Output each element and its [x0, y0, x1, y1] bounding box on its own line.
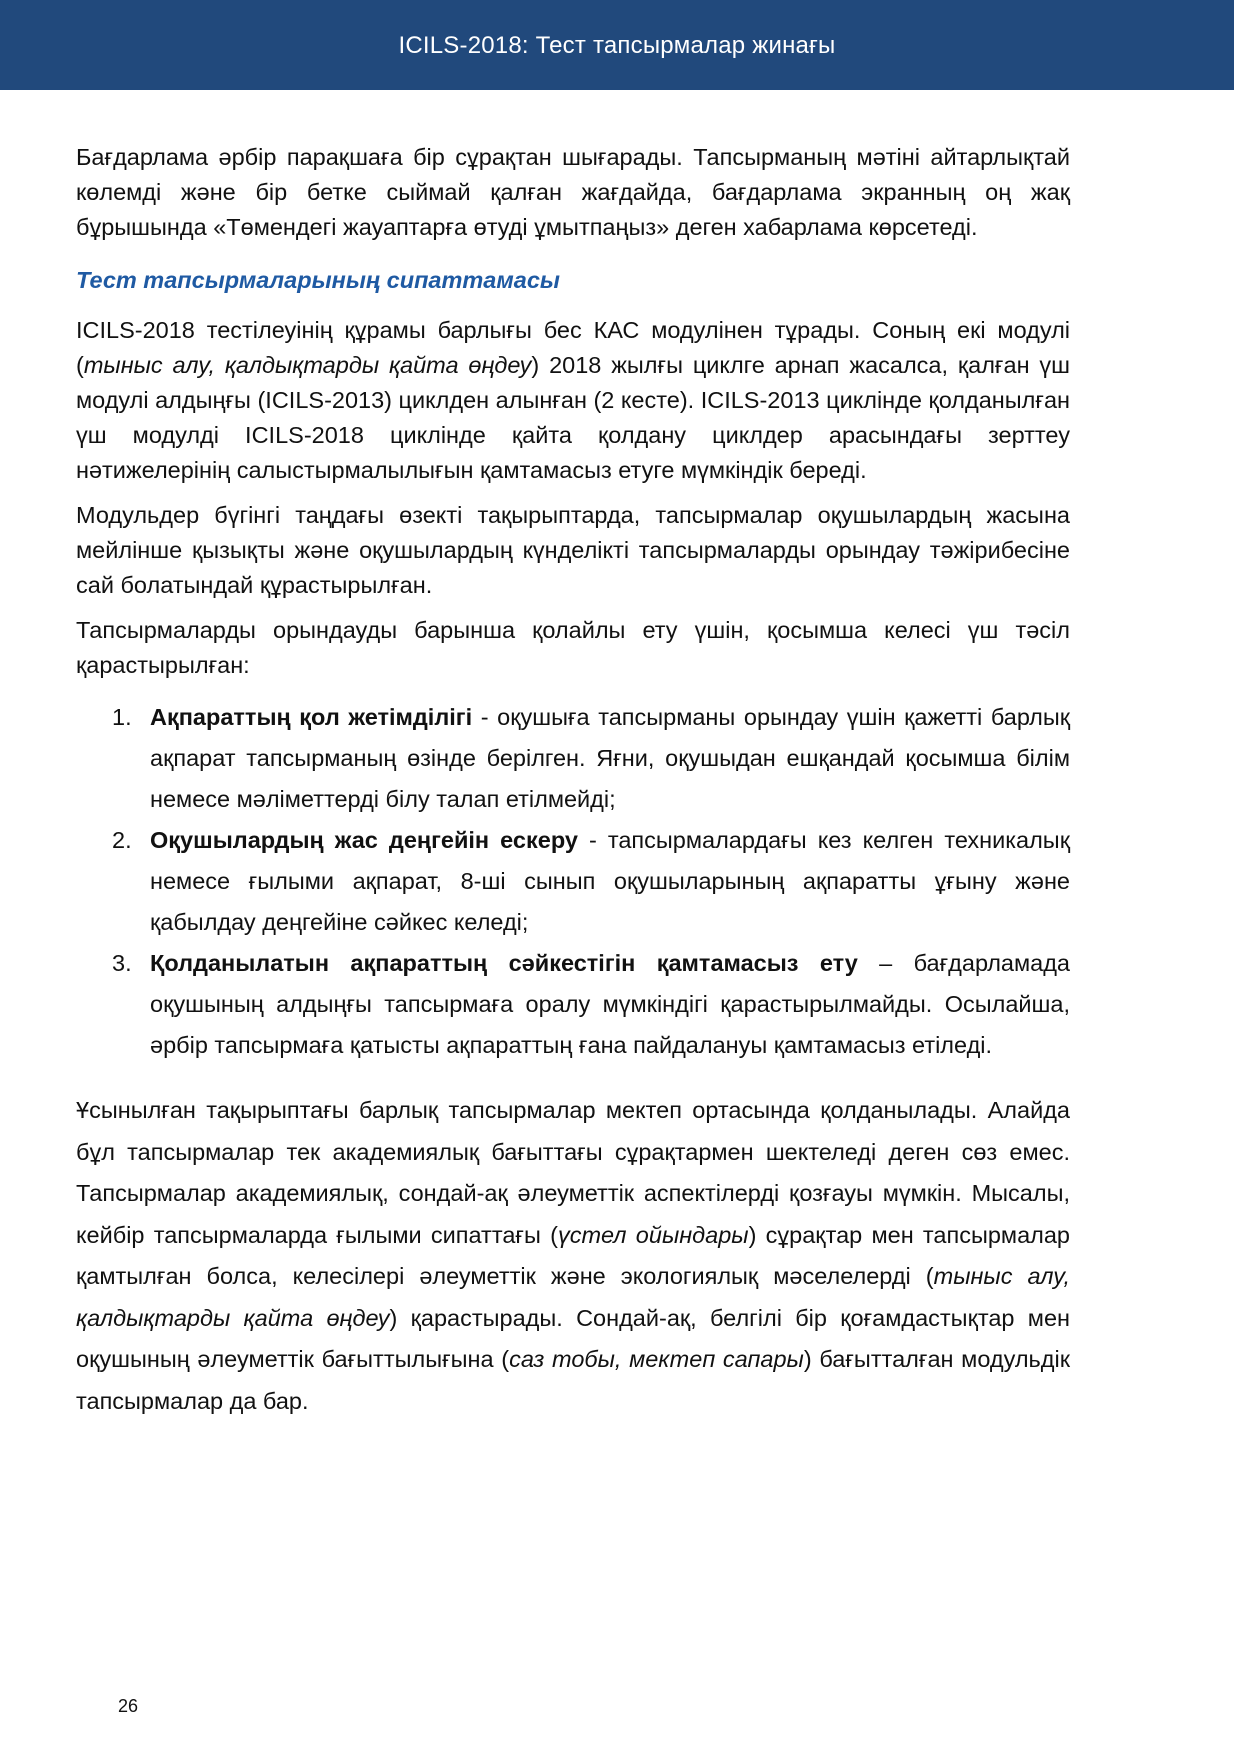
text-run: ICILS-2018 тестілеуінің құрамы барлығы бес КАС модулінен тұрады. Соның екі модулі ( — [76, 317, 1070, 378]
paragraph-methods-intro: Тапсырмаларды орындауды барынша қолайлы ету үшін, қосымша келесі үш тәсіл қарастырылған: — [76, 617, 1070, 678]
paragraph-intro: Бағдарлама әрбір парақшаға бір сұрақтан шығарады. Тапсырманың мәтіні айтарлықтай көлемді және бір бетке сыймай қалған жағдайда, бағдарлама экранның оң жақ бұрышында «Төмендегі жауаптарға өтуді ұмытпаңыз» деген хабарлама көрсетеді. — [76, 144, 1070, 240]
list-item-text: – бағдарламада оқушының алдыңғы тапсырмаға оралу мүмкіндігі қарастырылмайды. Осылайша, әрбір тапсырмаға қатысты ақпараттың ғана пайдалануы қамтамасыз етіледі. — [150, 950, 1071, 1058]
paragraph-context — [76, 1090, 1070, 1422]
list-item-text: - оқушыға тапсырманы орындау үшін қажетті барлық ақпарат тапсырманың өзінде берілген. Яғни, оқушыдан ешқандай қосымша білім немесе мәліметтерді білу талап етілмейді; — [150, 704, 1070, 812]
italic-run: саз тобы, мектеп сапары — [509, 1346, 804, 1372]
paragraph-topics: Модульдер бүгінгі таңдағы өзекті тақырыптарда, тапсырмалар оқушылардың жасына мейлінше қызықты және оқушылардың күнделікті тапсырмаларды орындау тәжірибесіне сай болатындай құрастырылған. — [76, 502, 1070, 598]
list-number: 2. — [112, 827, 132, 853]
text-run: ) бағытталған модульдік тапсырмалар да бар. — [76, 1346, 1070, 1414]
list-item-text: - тапсырмалардағы кез келген техникалық немесе ғылыми ақпарат, 8-ші сынып оқушыларының ақпаратты ұғыну және қабылдау деңгейіне сәйкес келеді; — [150, 827, 1070, 935]
paragraph-modules — [76, 313, 1070, 488]
italic-run: тыныс алу, қалдықтарды қайта өңдеу — [83, 352, 532, 378]
text-run: ) қарастырады. Сондай-ақ, белгілі бір қоғамдастықтар мен оқушының әлеуметтік бағыттылығына ( — [76, 1304, 1070, 1372]
list-number: 3. — [112, 950, 132, 976]
list-number: 1. — [112, 704, 132, 730]
header-title: ICILS-2018: Тест тапсырмалар жинағы — [398, 32, 836, 59]
list-item-bold: Ақпараттың қол жетімділігі — [150, 704, 473, 730]
page-number: 26 — [118, 1696, 139, 1716]
header-band — [0, 0, 1234, 90]
text-run: Ұсынылған тақырыптағы барлық тапсырмалар мектеп ортасында қолданылады. Алайда бұл тапсырмалар тек академиялық бағыттағы сұрақтармен шектеледі деген сөз емес. Тапсырмалар академиялық, сондай-ақ әлеуметтік аспектілерді қозғауы мүмкін. Мысалы, кейбір тапсырмаларда ғылыми сипаттағы ( — [76, 1097, 1070, 1248]
list-item-bold: Оқушылардың жас деңгейін ескеру — [150, 827, 578, 853]
methods-list — [76, 697, 1070, 1066]
text-run: ) сұрақтар мен тапсырмалар қамтылған болса, келесілері әлеуметтік және экологиялық мәселелерді ( — [76, 1221, 1071, 1289]
page-content — [76, 140, 1070, 1422]
list-item — [112, 943, 1071, 1066]
italic-run: тыныс алу, қалдықтарды қайта өңдеу — [76, 1263, 1071, 1331]
text-run: ) 2018 жылғы циклге арнап жасалса, қалған үш модулі алдыңғы (ICILS-2013) циклден алынған (2 кесте). ICILS-2013 циклінде қолданылған үш модулді ICILS-2018 циклінде қайта қолдану циклдер арасындағы зерттеу нәтижелерінің салыстырмалылығын қамтамасыз етуге мүмкіндік береді. — [76, 352, 1070, 483]
section-heading: Тест тапсырмаларының сипаттамасы — [76, 267, 560, 293]
list-item — [112, 820, 1070, 943]
list-item — [112, 697, 1070, 820]
italic-run: үстел ойындары — [557, 1221, 749, 1248]
list-item-bold: Қолданылатын ақпараттың сәйкестігін қамтамасыз ету — [150, 950, 858, 976]
